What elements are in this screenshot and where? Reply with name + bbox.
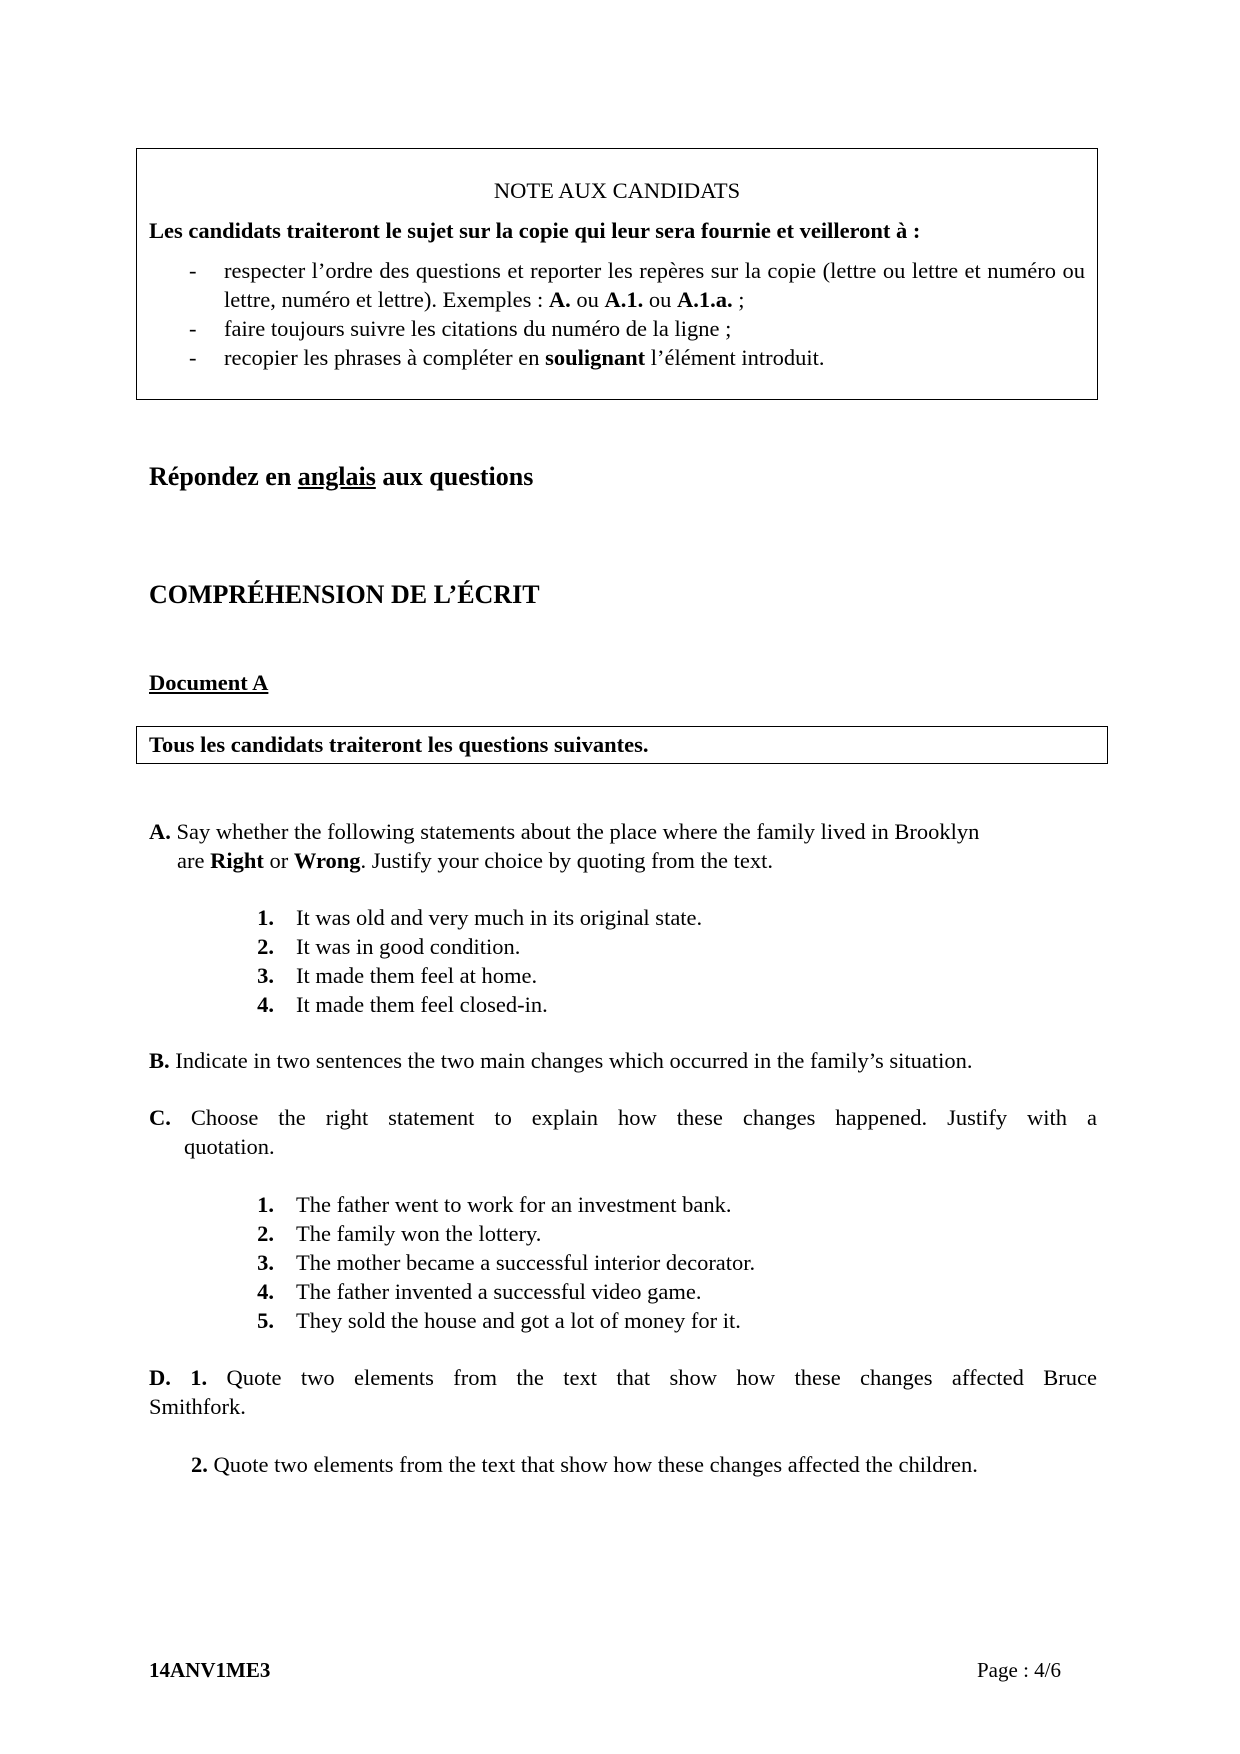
list-item: 2. It was in good condition. [257, 934, 521, 959]
note-lead: Les candidats traiteront le sujet sur la copie qui leur sera fournie et veilleront à : [149, 218, 921, 243]
question-d-1: D. 1. Quote two elements from the text that show how these changes affected Bruce Smithfork. [149, 1365, 1098, 1419]
bullet-dash: - [189, 258, 197, 283]
document-label: Document A [149, 670, 269, 695]
list-item: 4. It made them feel closed-in. [257, 992, 548, 1017]
question-label: C. [149, 1105, 171, 1130]
question-a-list [250, 903, 702, 1019]
question-label: B. [149, 1048, 170, 1073]
note-list [149, 256, 1085, 372]
note-title: NOTE AUX CANDIDATS [493, 178, 741, 203]
question-c-list [250, 1190, 755, 1335]
list-item: 4. The father invented a successful video game. [257, 1279, 702, 1304]
question-label: A. [149, 819, 171, 844]
note-item-1: - respecter l’ordre des questions et reporter les repères sur la copie (lettre ou lettre et numéro ou lettre, numéro et lettre). Exemples : A. ou A.1. ou A.1.a. ; [189, 258, 1085, 312]
question-d-2: 2. Quote two elements from the text that show how these changes affected the children. [191, 1452, 978, 1477]
bullet-dash: - [189, 345, 197, 370]
question-a: A. Say whether the following statements about the place where the family lived in Brooklyn are Right or Wrong. Justify your choice by quoting from the text. [149, 819, 980, 873]
note-item-2: - faire toujours suivre les citations du numéro de la ligne ; [189, 316, 732, 341]
question-c: C. Choose the right statement to explain how these changes happened. Justify with a quotation. [149, 1105, 1097, 1159]
question-label: D. 1. [149, 1365, 208, 1390]
list-item: 3. The mother became a successful interior decorator. [257, 1250, 756, 1275]
question-label: 2. [191, 1452, 208, 1477]
section-heading: COMPRÉHENSION DE L’ÉCRIT [149, 580, 540, 609]
list-item: 3. It made them feel at home. [257, 963, 538, 988]
note-item-3: - recopier les phrases à compléter en soulignant l’élément introduit. [189, 345, 825, 370]
list-item: 1. The father went to work for an investment bank. [257, 1192, 732, 1217]
instruction-text: Tous les candidats traiteront les questions suivantes. [149, 732, 649, 757]
instruction-box [136, 726, 1108, 764]
exam-code: 14ANV1ME3 [149, 1658, 271, 1682]
question-b: B. Indicate in two sentences the two main changes which occurred in the family’s situation. [149, 1048, 973, 1073]
list-item: 5. They sold the house and got a lot of money for it. [257, 1308, 741, 1333]
list-item: 2. The family won the lottery. [257, 1221, 542, 1246]
answer-language-heading: Répondez en anglais aux questions [149, 462, 534, 491]
note-box [136, 148, 1098, 400]
list-item: 1. It was old and very much in its original state. [257, 905, 703, 930]
page-number: Page : 4/6 [977, 1658, 1061, 1682]
bullet-dash: - [189, 316, 197, 341]
